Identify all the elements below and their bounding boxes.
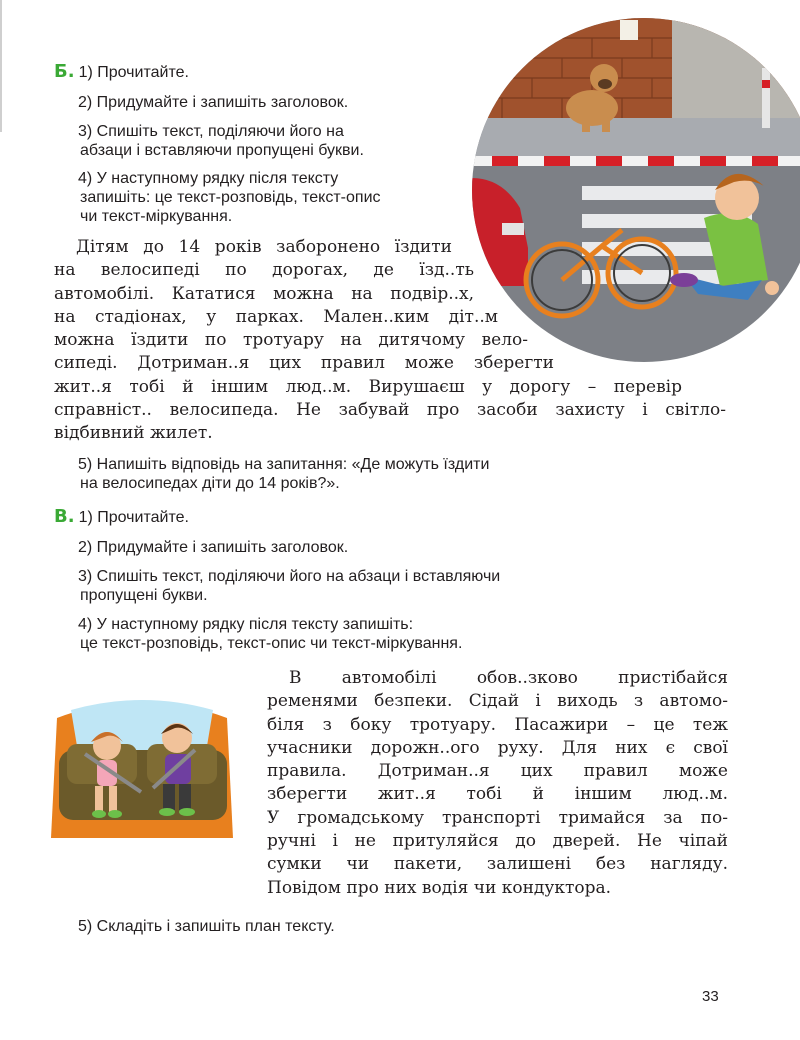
section-b-text: Дітям до 14 років заборонено їздити на велосипеді по дорогах, де їзд..ть автомобілі. Кататися можна на подвір..х, на стадіонах, у парках. Мален..ким діт..м можна їздити по тротуару на дитячому вело- сипеді. Дотриман..я цих правил може зберегти жит..я тобі й іншим люд..м. Вирушаєш у дорогу – перевір справніст.. велосипеда. Не забувай про засоби захисту і світло- відбивний жилет. [54, 237, 726, 444]
section-b-task-4: 4) У наступному рядку після тексту запишіть: це текст-розповідь, текст-опис чи текст-міркування. [78, 170, 381, 225]
section-v-text: В автомобілі обов..зково пристібайся ременями безпеки. Сідай і виходь з автомо- біля з боку тротуару. Пасажири – це теж учасники дорожн..ого руху. Для них є свої правила. Дотриман..я цих правил може зберегти жит..я тобі й іншим люд..м. У громадському транспорті тримайся за по- ручні і не притуляйся до дверей. Не чіпай сумки чи пакети, залишені без нагляду. Повідом про них водія чи кондуктора. [267, 668, 728, 898]
section-b-task-1: Б. 1) Прочитайте. [54, 61, 189, 82]
section-v-task-2: 2) Придумайте і запишіть заголовок. [78, 539, 349, 556]
section-b-marker: Б. [54, 61, 75, 82]
page-number: 33 [702, 988, 719, 1005]
section-b-task-3: 3) Спишіть текст, поділяючи його на абзаци і вставляючи пропущені букви. [78, 123, 364, 159]
children-in-car-illustration [45, 688, 239, 838]
page-edge-mark [0, 0, 2, 132]
section-v-marker: В. [54, 506, 75, 527]
section-v-task-3: 3) Спишіть текст, поділяючи його на абзаци і вставляючи пропущені букви. [78, 568, 501, 604]
section-b-task-5: 5) Напишіть відповідь на запитання: «Де можуть їздити на велосипедах діти до 14 років?». [78, 456, 490, 492]
section-b-task-2: 2) Придумайте і запишіть заголовок. [78, 94, 349, 111]
section-v-task-5: 5) Складіть і запишіть план тексту. [78, 918, 335, 935]
section-v-task-4: 4) У наступному рядку після тексту запишіть: це текст-розповідь, текст-опис чи текст-міркування. [78, 616, 463, 652]
section-v-task-1: В. 1) Прочитайте. [54, 506, 189, 527]
